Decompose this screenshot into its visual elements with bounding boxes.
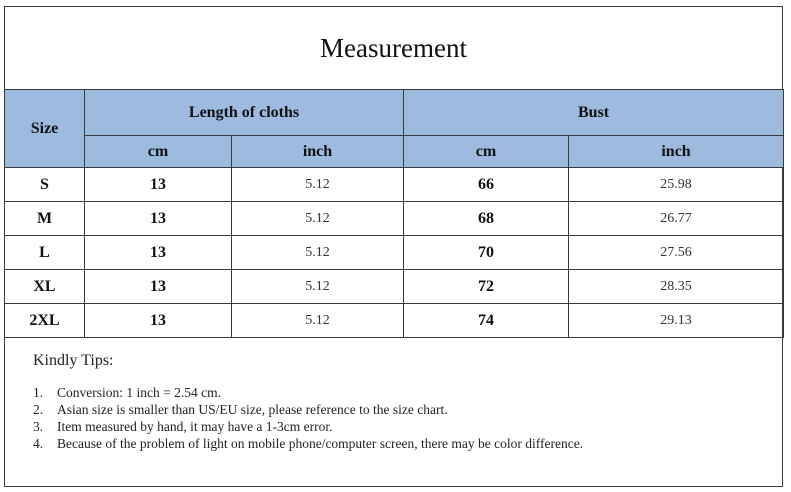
unit-header: inch xyxy=(232,136,404,168)
length-inch-cell: 5.12 xyxy=(232,236,404,270)
bust-cm-cell: 72 xyxy=(404,270,569,304)
list-item xyxy=(33,435,733,452)
kindly-tips xyxy=(33,352,733,452)
length-cm-cell: 13 xyxy=(85,270,232,304)
length-inch-cell: 5.12 xyxy=(232,304,404,338)
length-inch-cell: 5.12 xyxy=(232,270,404,304)
length-cm-cell: 13 xyxy=(85,202,232,236)
length-inch-cell: 5.12 xyxy=(232,202,404,236)
list-item xyxy=(33,401,733,418)
unit-header: cm xyxy=(404,136,569,168)
bust-cm-cell: 66 xyxy=(404,168,569,202)
table-row xyxy=(5,270,784,304)
tips-title: Kindly Tips: xyxy=(33,352,114,369)
tip-text: Asian size is smaller than US/EU size, please reference to the size chart. xyxy=(57,402,448,417)
size-cell: M xyxy=(5,202,85,236)
bust-inch-cell: 25.98 xyxy=(569,168,784,202)
size-table xyxy=(4,89,784,338)
unit-header: cm xyxy=(85,136,232,168)
table-row xyxy=(5,304,784,338)
length-cm-cell: 13 xyxy=(85,236,232,270)
tip-number: 2. xyxy=(33,402,44,417)
unit-header: inch xyxy=(569,136,784,168)
bust-cm-cell: 70 xyxy=(404,236,569,270)
tip-number: 3. xyxy=(33,419,44,434)
list-item xyxy=(33,384,733,401)
tip-number: 4. xyxy=(33,436,44,451)
page-title: Measurement xyxy=(320,32,467,63)
table-row xyxy=(5,236,784,270)
tip-text: Item measured by hand, it may have a 1-3cm error. xyxy=(57,419,333,434)
list-item xyxy=(33,418,733,435)
length-cm-cell: 13 xyxy=(85,168,232,202)
table-row xyxy=(5,168,784,202)
size-cell: S xyxy=(5,168,85,202)
bust-cm-cell: 74 xyxy=(404,304,569,338)
table-row xyxy=(5,202,784,236)
size-cell: L xyxy=(5,236,85,270)
bust-inch-cell: 29.13 xyxy=(569,304,784,338)
bust-cm-cell: 68 xyxy=(404,202,569,236)
bust-inch-cell: 27.56 xyxy=(569,236,784,270)
tip-text: Conversion: 1 inch = 2.54 cm. xyxy=(57,385,221,400)
bust-inch-cell: 26.77 xyxy=(569,202,784,236)
tips-list xyxy=(33,384,733,452)
length-cm-cell: 13 xyxy=(85,304,232,338)
tip-number: 1. xyxy=(33,385,44,400)
length-inch-cell: 5.12 xyxy=(232,168,404,202)
bust-inch-cell: 28.35 xyxy=(569,270,784,304)
size-header: Size xyxy=(5,90,85,168)
bust-group-header: Bust xyxy=(404,90,784,136)
length-group-header: Length of cloths xyxy=(85,90,404,136)
tip-text: Because of the problem of light on mobile phone/computer screen, there may be color difference. xyxy=(57,436,584,451)
size-cell: 2XL xyxy=(5,304,85,338)
size-cell: XL xyxy=(5,270,85,304)
